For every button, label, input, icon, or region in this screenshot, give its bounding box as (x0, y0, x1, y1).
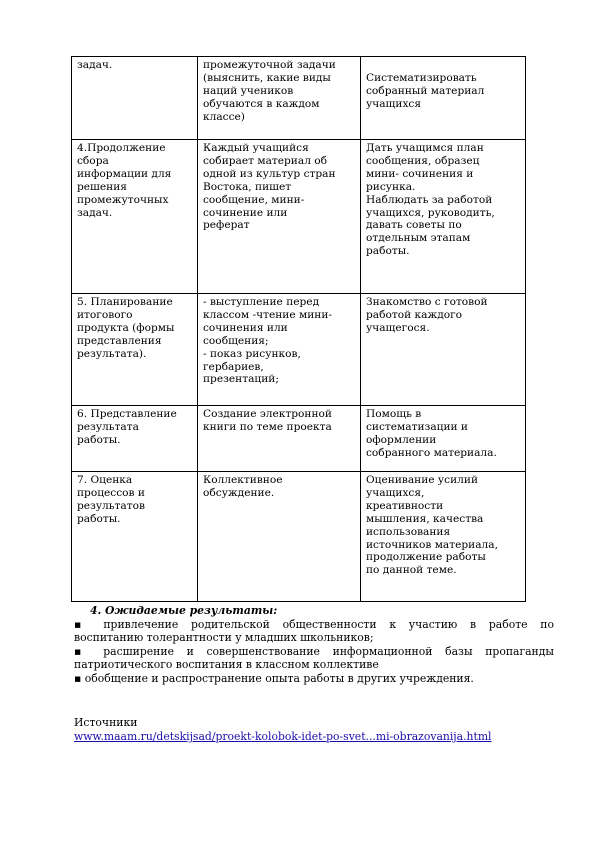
teacher-activity-cell (361, 140, 526, 294)
cell-text-line: давать советы по (366, 219, 462, 232)
cell-text-line: результатов (77, 499, 145, 512)
cell-text-line: книги по теме проекта (203, 420, 332, 433)
cell-text-line: - выступление перед (203, 296, 320, 308)
cell-text-line: сообщения, образец (366, 154, 480, 167)
cell-text-line: работы. (366, 245, 410, 258)
teacher-activity-cell (361, 57, 526, 140)
cell-text-line: (выяснить, какие виды (203, 71, 331, 84)
cell-text-line: продукта (формы (77, 321, 175, 334)
cell-text-line: систематизации и (366, 420, 468, 433)
result-bullet-2 (74, 645, 554, 672)
cell-text-line: презентаций; (203, 373, 279, 386)
cell-text-line: реферат (203, 219, 250, 232)
result-bullet-1 (74, 618, 554, 645)
cell-text-line: промежуточной задачи (203, 59, 336, 71)
sources-heading: Источники (74, 716, 138, 729)
cell-text-line: итогового (77, 308, 133, 321)
expected-results-section (74, 604, 554, 686)
project-plan-table-body (72, 57, 526, 602)
cell-text-line: Систематизировать (366, 71, 477, 84)
table-row (72, 472, 526, 602)
table-row (72, 57, 526, 140)
stage-cell (72, 57, 198, 140)
cell-text-line: сообщение, мини- (203, 193, 305, 206)
teacher-activity-cell (361, 294, 526, 406)
cell-text-line: Коллективное (203, 474, 283, 486)
cell-text-line: учащихся, (366, 486, 425, 499)
cell-text-line: креативности (366, 499, 444, 512)
student-activity-cell (198, 57, 361, 140)
stage-cell (72, 406, 198, 472)
cell-text-line: Создание электронной (203, 408, 332, 420)
cell-text-line: обсуждение. (203, 486, 275, 499)
cell-text-line: задач. (77, 59, 113, 71)
cell-text-line: оформлении (366, 433, 437, 446)
result-bullet-3 (74, 672, 554, 686)
cell-text-line: гербариев, (203, 360, 264, 373)
cell-text-line: одной из культур стран (203, 167, 336, 180)
cell-text-line: 6. Представление (77, 408, 177, 420)
cell-text-line: информации для (77, 167, 172, 180)
result-bullet-1-line-1: ▪ привлечение родительской общественности к участию в работе по (74, 617, 554, 631)
cell-text-line: собранного материала. (366, 446, 497, 459)
cell-text-line: мышления, качества (366, 512, 484, 525)
cell-text-line: промежуточных (77, 193, 169, 206)
cell-text-line: процессов и (77, 486, 145, 499)
student-activity-cell (198, 140, 361, 294)
result-bullet-2-line-2: патриотического воспитания в классном коллективе (74, 658, 379, 672)
cell-text-line: классе) (203, 110, 245, 123)
teacher-activity-cell (361, 406, 526, 472)
cell-text-line: продолжение работы (366, 551, 486, 564)
sources-section (74, 716, 554, 744)
cell-text-line: Помощь в (366, 408, 422, 420)
cell-text-line: наций учеников (203, 84, 294, 97)
cell-text-line: результата (77, 420, 139, 433)
student-activity-cell (198, 294, 361, 406)
cell-text-line: учащегося. (366, 321, 430, 334)
cell-text-line: сочинения или (203, 321, 288, 334)
cell-text-line: собирает материал об (203, 154, 328, 167)
cell-text-line: работы. (77, 433, 121, 446)
cell-text-line: обучаются в каждом (203, 97, 320, 110)
stage-cell (72, 472, 198, 602)
cell-text-line: учащихся, руководить, (366, 206, 495, 219)
cell-text-line: работы. (77, 512, 121, 525)
cell-text-line: источников материала, (366, 538, 498, 551)
cell-text-line: решения (77, 180, 127, 193)
cell-text-line: Наблюдать за работой (366, 193, 493, 206)
cell-text-line: использования (366, 525, 451, 538)
cell-text-line: по данной теме. (366, 564, 457, 577)
stage-cell (72, 140, 198, 294)
cell-text-line: собранный материал (366, 84, 485, 97)
cell-text-line: сообщения; (203, 334, 269, 347)
table-row (72, 294, 526, 406)
cell-text-line: - показ рисунков, (203, 347, 301, 360)
teacher-activity-cell (361, 472, 526, 602)
expected-results-heading: 4. Ожидаемые результаты: (90, 604, 278, 617)
student-activity-cell (198, 406, 361, 472)
cell-text-line (366, 59, 520, 72)
cell-text-line: сбора (77, 154, 109, 167)
cell-text-line: учащихся (366, 97, 422, 110)
source-link[interactable]: www.maam.ru/detskijsad/proekt-kolobok-idet-po-svet...mi-obrazovanija.html (74, 730, 492, 743)
cell-text-line: рисунка. (366, 180, 416, 193)
cell-text-line: Оценивание усилий (366, 474, 479, 486)
table-row (72, 406, 526, 472)
cell-text-line: результата). (77, 347, 147, 360)
student-activity-cell (198, 472, 361, 602)
cell-text-line: 5. Планирование (77, 296, 173, 308)
result-bullet-1-line-2: воспитанию толерантности у младших школьников; (74, 631, 374, 645)
stage-cell (72, 294, 198, 406)
cell-text-line: 7. Оценка (77, 474, 133, 486)
cell-text-line: отдельным этапам (366, 232, 471, 245)
cell-text-line: задач. (77, 206, 113, 219)
cell-text-line: Дать учащимся план (366, 142, 484, 154)
cell-text-line: мини- сочинения и (366, 167, 474, 180)
cell-text-line: классом -чтение мини- (203, 308, 332, 321)
table-row (72, 140, 526, 294)
cell-text-line: Каждый учащийся (203, 142, 309, 154)
cell-text-line: Знакомство с готовой (366, 296, 488, 308)
cell-text-line: Востока, пишет (203, 180, 292, 193)
cell-text-line: 4.Продолжение (77, 142, 166, 154)
cell-text-line: представления (77, 334, 162, 347)
cell-text-line: сочинение или (203, 206, 288, 219)
result-bullet-2-line-1: ▪ расширение и совершенствование информационной базы пропаганды (74, 644, 554, 658)
result-bullet-3-line-1: ▪ обобщение и распространение опыта работы в других учреждения. (74, 671, 474, 685)
project-plan-table (71, 56, 526, 602)
cell-text-line: работой каждого (366, 308, 463, 321)
